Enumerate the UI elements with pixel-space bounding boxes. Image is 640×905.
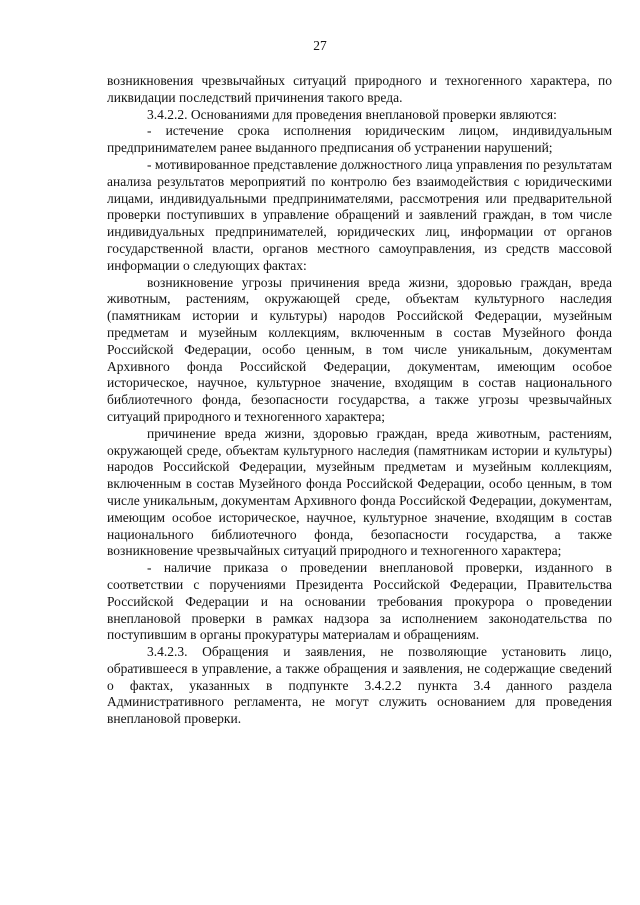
paragraph-prescription-expiry: - истечение срока исполнения юридическим лицом, индивидуальным предпринимателем ранее выданного предписания об устранении нарушений;	[107, 123, 612, 156]
paragraph-threat-of-harm: возникновение угрозы причинения вреда жизни, здоровью граждан, вреда животным, растениям, окружающей среде, объектам культурного наследия (памятникам истории и культуры) народов Российской Федерации, музейным предметам и музейным коллекциям, включенным в состав Музейного фонда Российской Федерации, особо ценным, в том числе уникальным, документам Архивного фонда Российской Федерации, документам, имеющим особое историческое, научное, культурное значение, входящим в состав национального библиотечного фонда, безопасности государства, а также угрозы чрезвычайных ситуаций природного и техногенного характера;	[107, 274, 612, 424]
paragraph-motivated-submission: - мотивированное представление должностного лица управления по результатам анализа результатов мероприятий по контролю без взаимодействия с юридическими лицами, индивидуальными предпринимателями, рассмотрения или предварительной проверки поступивших в управление обращений и заявлений граждан, в том числе индивидуальных предпринимателей, юридических лиц, информации от органов государственной власти, органов местного самоуправления, из средств массовой информации о следующих фактах:	[107, 156, 612, 273]
paragraph-3-4-2-2-heading: 3.4.2.2. Основаниями для проведения внеплановой проверки являются:	[147, 106, 557, 122]
page-number: 27	[313, 38, 327, 53]
paragraph-3-4-2-3: 3.4.2.3. Обращения и заявления, не позволяющие установить лицо, обратившееся в управление, а также обращения и заявления, не содержащие сведений о фактах, указанных в подпункте 3.4.2.2 пункта 3.4 данного раздела Административного регламента, не могут служить основанием для проведения внеплановой проверки.	[107, 644, 612, 727]
document-body	[107, 73, 612, 728]
paragraph-order-for-inspection: - наличие приказа о проведении внеплановой проверки, изданного в соответствии с поручениями Президента Российской Федерации, Правительства Российской Федерации и на основании требования прокурора о проведении внеплановой проверки в рамках надзора за исполнением законодательства по поступившим в органы прокуратуры материалам и обращениям.	[107, 560, 612, 643]
paragraph-harm-caused: причинение вреда жизни, здоровью граждан, вреда животным, растениям, окружающей среде, объектам культурного наследия (памятникам истории и культуры) народов Российской Федерации, музейным предметам и музейным коллекциям, включенным в состав Музейного фонда Российской Федерации, особо ценным, в том числе уникальным, документам Архивного фонда Российской Федерации, документам, имеющим особое историческое, научное, культурное значение, входящим в состав национального библиотечного фонда, безопасности государства, а также возникновение чрезвычайных ситуаций природного и техногенного характера;	[107, 425, 612, 559]
paragraph-continuation: возникновения чрезвычайных ситуаций природного и техногенного характера, по ликвидации последствий причинения такого вреда.	[107, 73, 612, 105]
